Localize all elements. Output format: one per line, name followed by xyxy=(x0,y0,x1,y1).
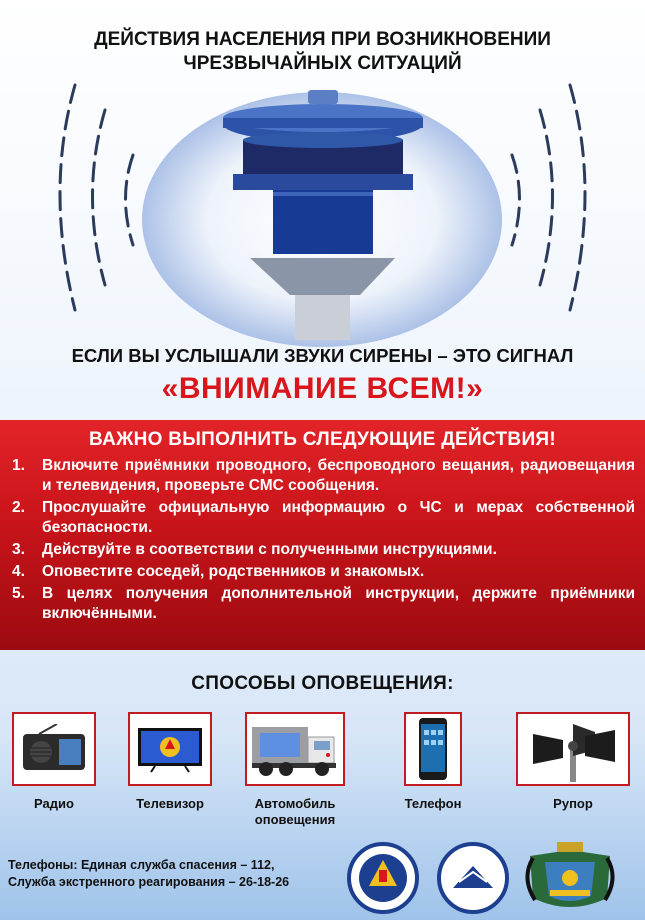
method-loudspeaker-frame xyxy=(516,712,630,786)
method-loudspeaker xyxy=(516,712,630,812)
loudspeaker-icon xyxy=(523,716,623,782)
method-radio-label: Радио xyxy=(34,796,74,811)
action-number: 4. xyxy=(12,563,25,580)
tyumen-coat-of-arms-icon xyxy=(527,842,612,907)
truck-icon xyxy=(248,719,342,779)
method-truck-frame xyxy=(245,712,345,786)
contact-phones xyxy=(8,857,289,891)
contact-phones-line1: Телефоны: Единая служба спасения – 112, xyxy=(8,858,275,872)
siren-signal-text: ЕСЛИ ВЫ УСЛЫШАЛИ ЗВУКИ СИРЕНЫ – ЭТО СИГНАЛ xyxy=(71,345,574,366)
action-item xyxy=(12,498,635,538)
phone-icon xyxy=(413,716,453,782)
poster-title-line1: ДЕЙСТВИЯ НАСЕЛЕНИЯ ПРИ ВОЗНИКНОВЕНИИ xyxy=(94,29,551,50)
action-text: Прослушайте официальную информацию о ЧС и мерах собственной безопасности. xyxy=(42,499,635,536)
action-text: Оповестите соседей, родственников и знакомых. xyxy=(42,563,425,580)
action-item xyxy=(12,540,635,560)
methods-title: СПОСОБЫ ОПОВЕЩЕНИЯ: xyxy=(191,673,454,694)
notification-methods xyxy=(0,712,645,842)
action-text: В целях получения дополнительной инструкции, держите приёмники включёнными. xyxy=(42,585,635,622)
method-loudspeaker-label: Рупор xyxy=(553,796,593,811)
siren-device xyxy=(223,90,423,340)
action-item xyxy=(12,562,635,582)
action-number: 2. xyxy=(12,499,25,516)
action-item xyxy=(12,584,635,624)
method-phone-frame xyxy=(404,712,462,786)
tv-icon xyxy=(135,724,205,774)
action-item xyxy=(12,456,635,496)
poster-title xyxy=(0,28,645,76)
siren-illustration xyxy=(0,80,645,340)
method-tv-frame xyxy=(128,712,212,786)
method-truck xyxy=(245,712,345,828)
mchs-emblem-icon xyxy=(349,844,417,912)
emblems xyxy=(345,838,645,916)
action-number: 3. xyxy=(12,541,25,558)
method-tv-label: Телевизор xyxy=(136,796,204,811)
actions-panel xyxy=(0,420,645,650)
action-text: Действуйте в соответствии с полученными инструкциями. xyxy=(42,541,497,558)
method-truck-label: Автомобиль оповещения xyxy=(254,796,336,827)
poster-title-line2: ЧРЕЗВЫЧАЙНЫХ СИТУАЦИЙ xyxy=(183,53,462,74)
method-radio xyxy=(12,712,96,812)
method-phone xyxy=(404,712,462,812)
action-text: Включите приёмники проводного, беспроводного вещания, радиовещания и телевидения, проверьте СМС сообщения. xyxy=(42,457,635,494)
regional-service-emblem-icon xyxy=(439,844,507,912)
method-phone-label: Телефон xyxy=(404,796,462,811)
method-radio-frame xyxy=(12,712,96,786)
sound-waves-icon xyxy=(0,80,645,340)
method-tv xyxy=(128,712,212,812)
radio-icon xyxy=(19,724,89,774)
attention-all-headline: «ВНИМАНИЕ ВСЕМ!» xyxy=(161,372,484,405)
actions-list xyxy=(0,451,645,624)
contact-phones-line2: Служба экстренного реагирования – 26-18-26 xyxy=(8,875,290,889)
action-number: 1. xyxy=(12,457,25,474)
action-number: 5. xyxy=(12,585,25,602)
actions-heading: ВАЖНО ВЫПОЛНИТЬ СЛЕДУЮЩИЕ ДЕЙСТВИЯ! xyxy=(89,429,556,450)
